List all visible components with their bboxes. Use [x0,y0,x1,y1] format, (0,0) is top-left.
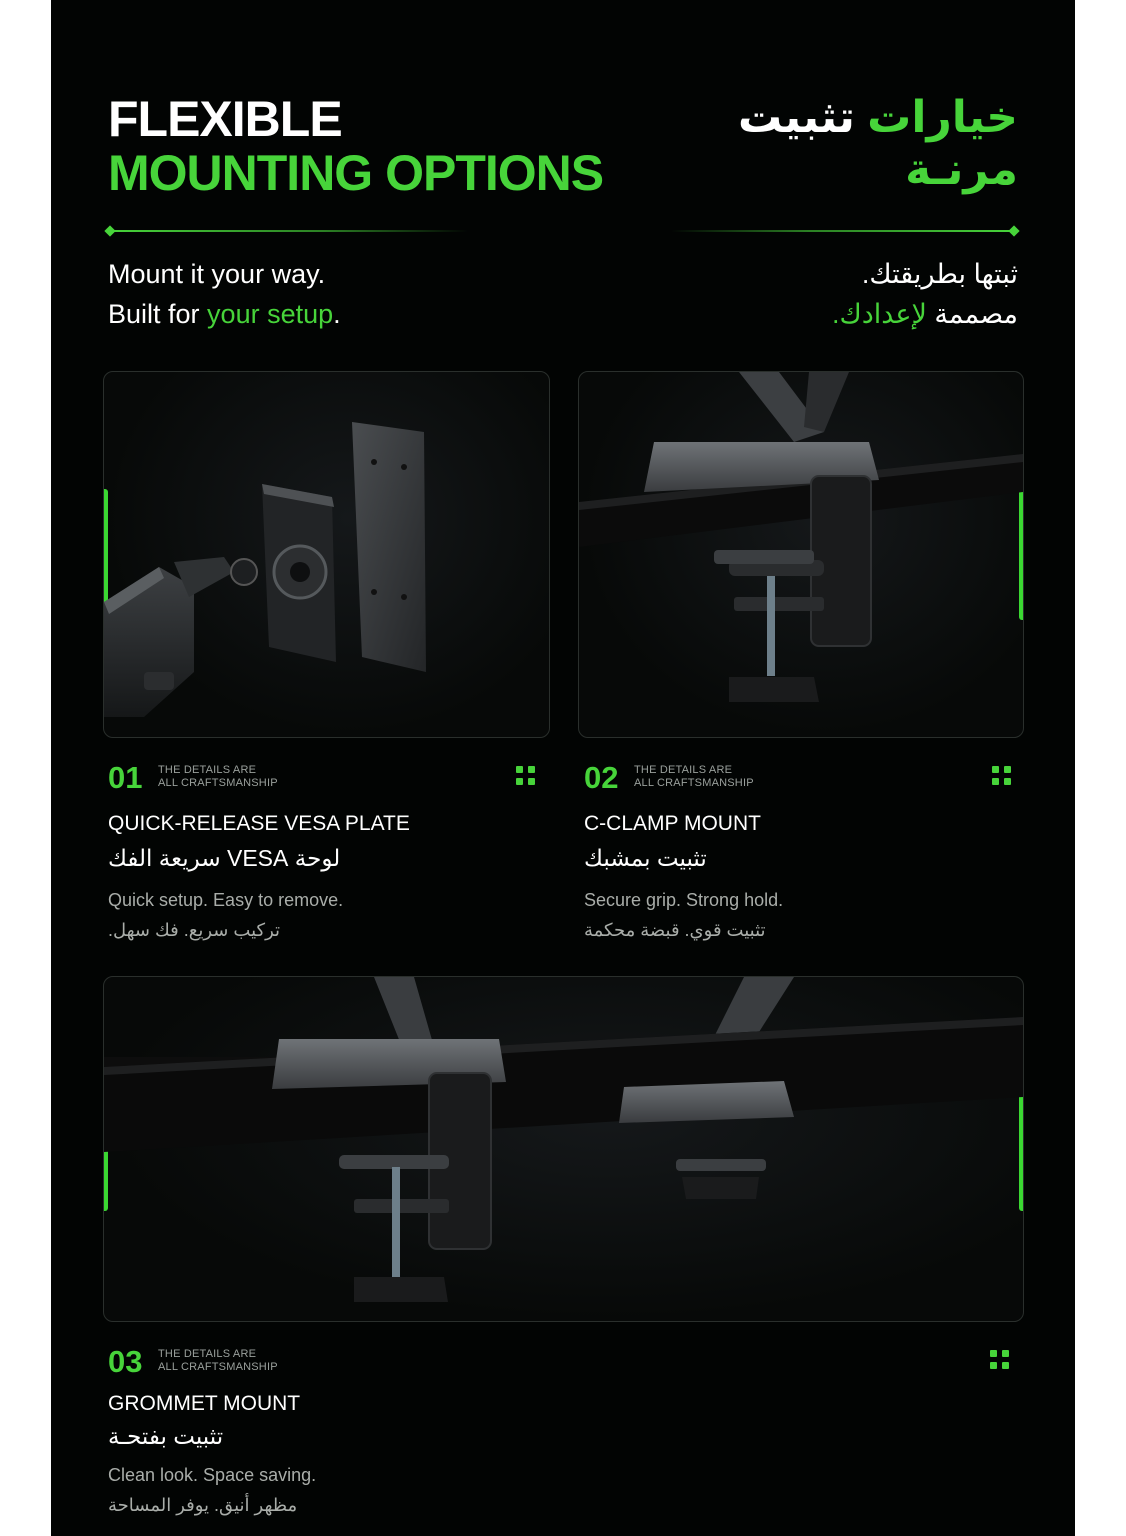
tagline-ar-line2 [832,294,1018,334]
option-03-header [108,1344,1013,1378]
tagline-en-line2 [108,294,341,334]
tagline-ar-highlight: لإعدادك. [831,299,927,329]
option-caption [634,764,754,790]
option-02-desc-en: Secure grip. Strong hold. [584,890,784,910]
caption-line1: THE DETAILS ARE [158,764,257,776]
heading-ar-word1: خيارات [867,93,1018,142]
heading-ar-word2: تثبيت [737,93,855,142]
caption-line2: ALL CRAFTSMANSHIP [158,777,278,789]
tagline-en-suffix: . [333,299,341,329]
tagline-en-line1: Mount it your way. [108,259,326,289]
option-number: 01 [108,760,143,795]
option-01-desc-en: Quick setup. Easy to remove. [108,890,344,910]
heading-arabic [738,92,1018,196]
heading-en-line1: FLEXIBLE [108,91,342,147]
caption-line2: ALL CRAFTSMANSHIP [634,777,754,789]
grid-dots-icon [516,766,536,786]
heading-english [108,92,603,200]
option-number: 02 [584,760,619,795]
tagline-english [108,254,341,334]
tagline-arabic [832,254,1018,334]
tagline-ar-prefix: مصممة [926,299,1018,329]
option-03-desc-en: Clean look. Space saving. [108,1465,317,1485]
option-02-title-en: C-CLAMP MOUNT [584,812,761,835]
c-clamp-illustration [579,372,1023,737]
tagline-en-prefix: Built for [108,299,208,329]
option-02-title-ar: تثبيت بمشبك [584,845,707,871]
grommet-mount-image [103,976,1024,1322]
option-02-desc-ar: تثبيت قوي. قبضة محكمة [584,920,766,940]
caption-line1: THE DETAILS ARE [158,1348,257,1360]
option-01-desc-ar: تركيب سريع. فك سهل. [108,920,281,940]
option-03-desc-ar: مظهر أنيق. يوفر المساحة [108,1495,298,1515]
option-01-title-en: QUICK-RELEASE VESA PLATE [108,812,410,835]
heading-ar-line2: مرنـة [905,144,1018,194]
caption-line2: ALL CRAFTSMANSHIP [158,1361,278,1373]
option-03-title-ar: تثبيت بفتحـة [108,1423,224,1449]
option-caption [158,764,278,790]
grid-dots-icon [992,766,1012,786]
poster [51,0,1075,1536]
diamond-icon [1008,225,1019,236]
caption-line1: THE DETAILS ARE [634,764,733,776]
grid-dots-icon [990,1350,1010,1370]
option-03-title-en: GROMMET MOUNT [108,1392,301,1415]
vesa-plate-illustration [104,372,549,737]
option-01-header [108,760,538,794]
option-number: 03 [108,1344,143,1379]
heading-ar-line1 [738,92,1018,144]
vesa-plate-image [103,371,550,738]
option-caption [158,1348,278,1374]
heading-en-line2: MOUNTING OPTIONS [108,145,604,201]
c-clamp-image [578,371,1024,738]
grommet-mount-illustration [104,977,1023,1321]
divider-left [108,230,468,232]
option-02-header [584,760,1014,794]
tagline-en-highlight: your setup [207,299,334,329]
option-01-title-ar: لوحة VESA سريعة الفك [108,845,341,871]
diamond-icon [104,225,115,236]
tagline-ar-line1: ثبتها بطريقتك. [861,259,1018,289]
divider-right [671,230,1016,232]
